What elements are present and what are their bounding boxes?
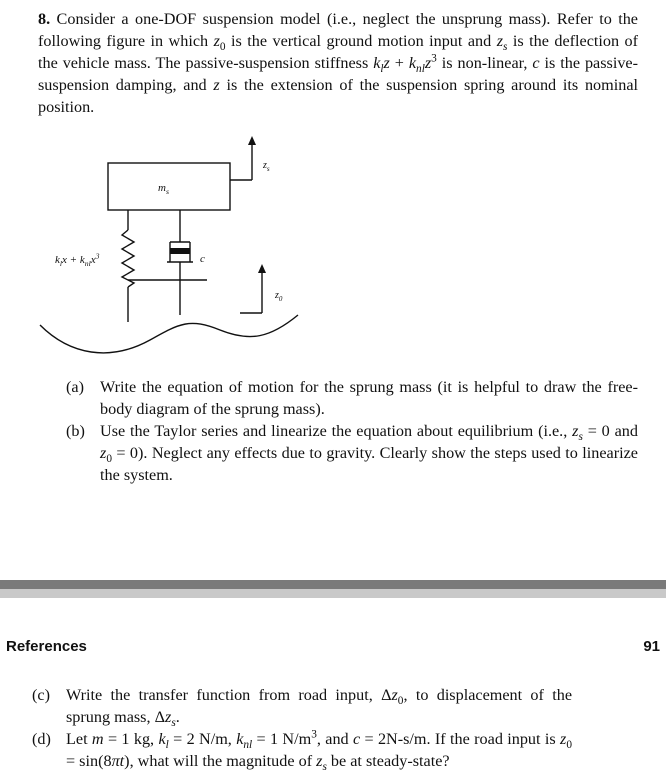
page-divider: [0, 580, 666, 589]
road-profile: [40, 315, 298, 353]
mass-label: $m_s$: [158, 182, 169, 197]
part-a: (a) Write the equation of motion for the sprung mass (it is helpful to draw the free-body diagram of the sprung mass).: [66, 378, 638, 418]
damper-label: c: [200, 253, 205, 265]
spring-coil: [122, 230, 134, 287]
spring-label: $k_lx + k_{nl}x^3$: [55, 251, 100, 269]
sprung-mass-block: [108, 163, 230, 210]
z0-arrowhead: [258, 264, 266, 273]
parts-upper: [66, 376, 638, 486]
z0-label: $z_0$: [275, 290, 283, 303]
zs-arrowhead: [248, 136, 256, 145]
zs-label: $z_s$: [263, 160, 270, 173]
page-divider-light: [0, 589, 666, 598]
parts-lower: [32, 684, 572, 772]
part-b: (b) Use the Taylor series and linearize the equation about equilibrium (i.e., $z_s = 0$ and $z_0 = 0$). Neglect any effects due to gravity. Clearly show the steps used to linearize the system.: [66, 422, 638, 484]
damper-piston: [170, 248, 190, 254]
suspension-figure: [30, 130, 310, 375]
page-number: 91: [643, 638, 660, 655]
part-d: (d) Let m = 1 kg, $k_l = 2$ N/m, $k_{nl} = 1$ $N/m^3$, and c = 2N-s/m. If the road input is $z_0 = \sin(8\pi t)$, what will the magnitude of $z_s$ be at steady-state?: [32, 728, 572, 773]
problem-statement: 8. Consider a one-DOF suspension model (i.e., neglect the unsprung mass). Refer to the following figure in which $z_0$ is the vertical ground motion input and $z_s$ is the deflection of the vehicle mass. The passive-suspension stiffness $k_lz + k_{nl}z^3$ is non-linear, c is the passive-suspension damping, and z is the extension of the suspension spring around its nominal position.: [38, 10, 639, 116]
problem-number: 8.: [38, 10, 51, 28]
section-heading: References: [6, 638, 87, 655]
part-c: (c) Write the transfer function from road input, $\Delta z_0$, to displacement of the sprung mass, $\Delta z_s$.: [32, 686, 572, 730]
